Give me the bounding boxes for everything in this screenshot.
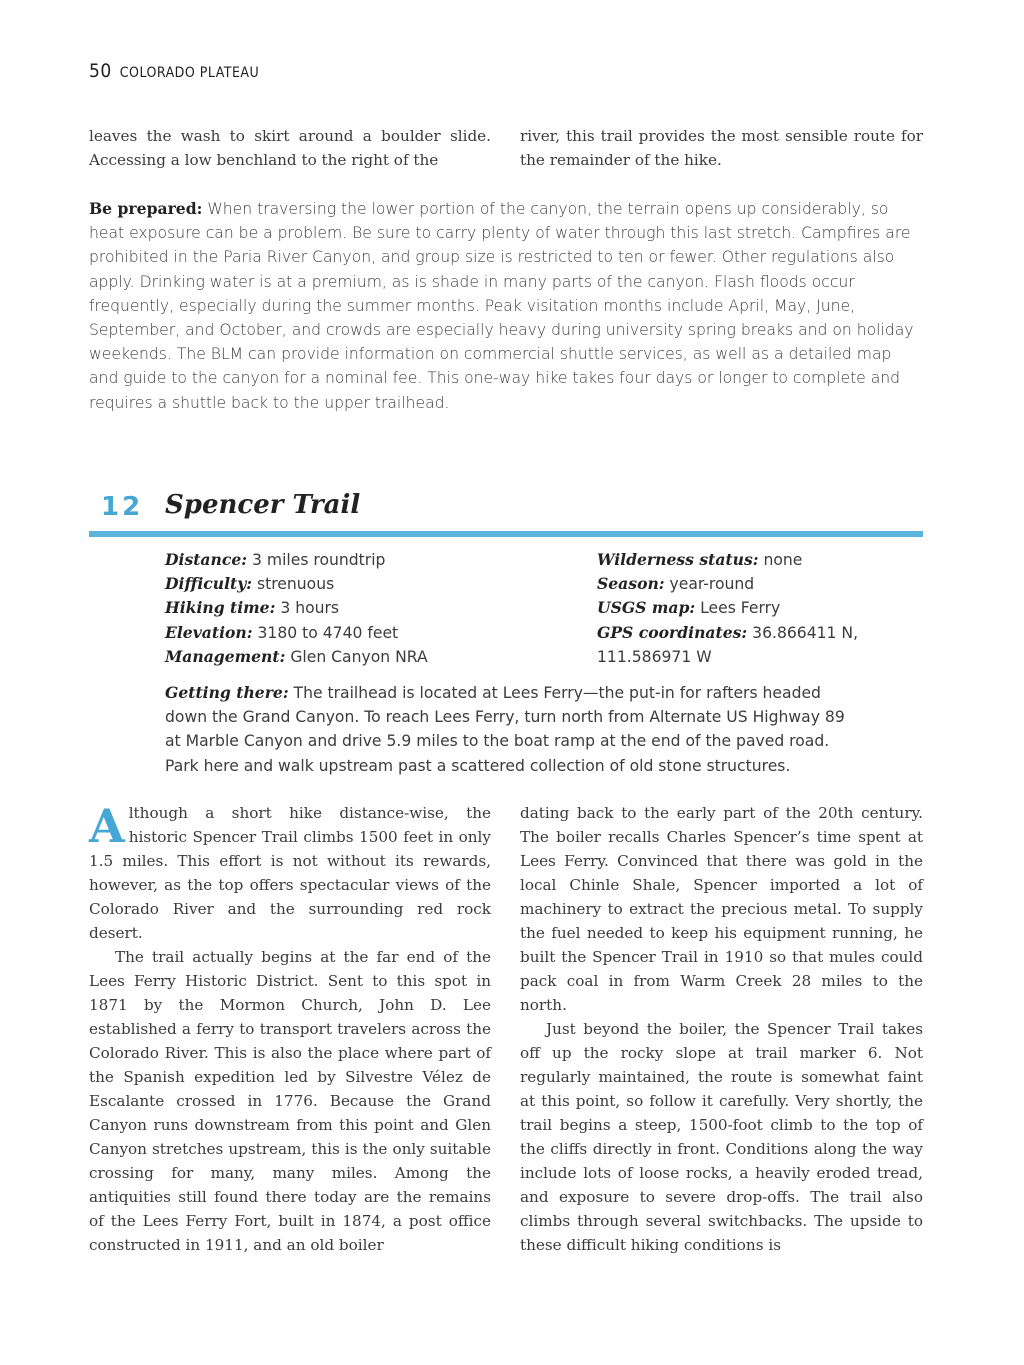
info-label: GPS coordinates:: [597, 622, 748, 642]
info-label: Elevation:: [165, 622, 253, 642]
info-wilderness-status: [597, 548, 897, 572]
info-value: none: [758, 551, 803, 569]
continued-paragraph: leaves the wash to skirt around a boulder slide. Accessing a low benchland to the right of the: [89, 127, 491, 169]
running-head: [89, 60, 259, 82]
trail-info-left: [165, 548, 565, 669]
info-season: [597, 572, 897, 596]
paragraph: [89, 801, 491, 945]
info-distance: [165, 548, 565, 572]
getting-there-label: Getting there:: [165, 683, 289, 702]
info-hiking-time: [165, 596, 565, 620]
body-right-column: [520, 801, 923, 1257]
info-value: year-round: [664, 575, 755, 594]
info-label: Hiking time:: [165, 598, 276, 618]
info-value: 3 hours: [275, 599, 340, 618]
top-right-column: [520, 124, 923, 172]
paragraph-text: lthough a short hike distance-wise, the historic Spencer Trail climbs 1500 feet in only 1.5 miles. This effort is not without its rewards, however, as the top offers spectacular views of the Colorado River and the surrounding red rock desert.: [89, 804, 491, 942]
info-value: 3 miles roundtrip: [247, 551, 386, 569]
info-gps-coordinates: [597, 621, 897, 669]
trail-title: Spencer Trail: [165, 490, 361, 520]
trail-number: 12: [101, 492, 144, 522]
info-value: strenuous: [252, 575, 335, 594]
be-prepared-text: When traversing the lower portion of the canyon, the terrain opens up considerably, so heat exposure can be a problem. Be sure to carry plenty of water through this last stretch. Campfires are prohibited in the Paria River Canyon, and group size is restricted to ten or fewer. Other regulations also apply. Drinking water is at a premium, as is shade in many parts of the canyon. Flash floods occur frequently, especially during the summer months. Peak visitation months include April, May, June, September, and October, and crowds are especially heavy during university spring breaks and on holiday weekends. The BLM can provide information on commercial shuttle services, as well as a detailed map and guide to the canyon for a nominal fee. This one-way hike takes four days or longer to complete and requires a shuttle back to the upper trailhead.: [89, 200, 914, 412]
info-value: 36.866411 N, 111.586971 W: [597, 623, 859, 666]
paragraph: Just beyond the boiler, the Spencer Trail takes off up the rocky slope at trail marker 6. Not regularly maintained, the route is somewhat faint at this point, so follow it carefully. Very shortly, the trail begins a steep, 1500-foot climb to the top of the cliffs directly in front. Conditions along the way include lots of loose rocks, a heavily eroded tread, and exposure to severe drop-offs. The trail also climbs through several switchbacks. The upside to these difficult hiking conditions is: [520, 1020, 923, 1254]
top-left-column: [89, 124, 491, 172]
trail-info-right: [597, 548, 897, 669]
trail-header: [89, 488, 923, 538]
info-usgs-map: [597, 596, 897, 620]
getting-there: [165, 681, 855, 778]
paragraph: dating back to the early part of the 20th century. The boiler recalls Charles Spencer’s time spent at Lees Ferry. Convinced that there was gold in the local Chinle Shale, Spencer imported a lot of machinery to extract the precious metal. To supply the fuel needed to keep his equipment running, he built the Spencer Trail in 1910 so that mules could pack coal in from Warm Creek 28 miles to the north.: [520, 804, 923, 1014]
info-label: Wilderness status:: [597, 550, 759, 569]
header-rule: [89, 531, 923, 537]
info-difficulty: [165, 572, 565, 596]
body-left-column: [89, 801, 491, 1257]
info-label: USGS map:: [597, 598, 696, 618]
info-value: Glen Canyon NRA: [285, 647, 428, 666]
be-prepared-label: Be prepared:: [89, 199, 203, 218]
info-label: Difficulty:: [165, 574, 253, 594]
section-title: COLORADO PLATEAU: [119, 65, 260, 81]
info-elevation: [165, 621, 565, 645]
info-label: Management:: [165, 646, 286, 666]
info-value: Lees Ferry: [695, 599, 781, 618]
info-management: [165, 645, 565, 669]
getting-there-text: The trailhead is located at Lees Ferry—the put-in for rafters headed down the Grand Canyon. To reach Lees Ferry, turn north from Alternate US Highway 89 at Marble Canyon and drive 5.9 miles to the boat ramp at the end of the paved road. Park here and walk upstream past a scattered collection of old stone structures.: [165, 684, 845, 775]
drop-cap: A: [89, 799, 125, 853]
info-value: 3180 to 4740 feet: [252, 623, 399, 642]
be-prepared-note: [89, 197, 923, 415]
info-label: Season:: [597, 574, 665, 594]
page-number: 50: [89, 60, 112, 82]
info-label: Distance:: [165, 550, 248, 569]
continued-paragraph: river, this trail provides the most sensible route for the remainder of the hike.: [520, 127, 923, 169]
paragraph: The trail actually begins at the far end of the Lees Ferry Historic District. Sent to this spot in 1871 by the Mormon Church, John D. Lee established a ferry to transport travelers across the Colorado River. This is also the place where part of the Spanish expedition led by Silvestre Vélez de Escalante crossed in 1776. Because the Grand Canyon runs downstream from this point and Glen Canyon stretches upstream, this is the only suitable crossing for many, many miles. Among the antiquities still found there today are the remains of the Lees Ferry Fort, built in 1874, a post office constructed in 1911, and an old boiler: [89, 948, 491, 1254]
